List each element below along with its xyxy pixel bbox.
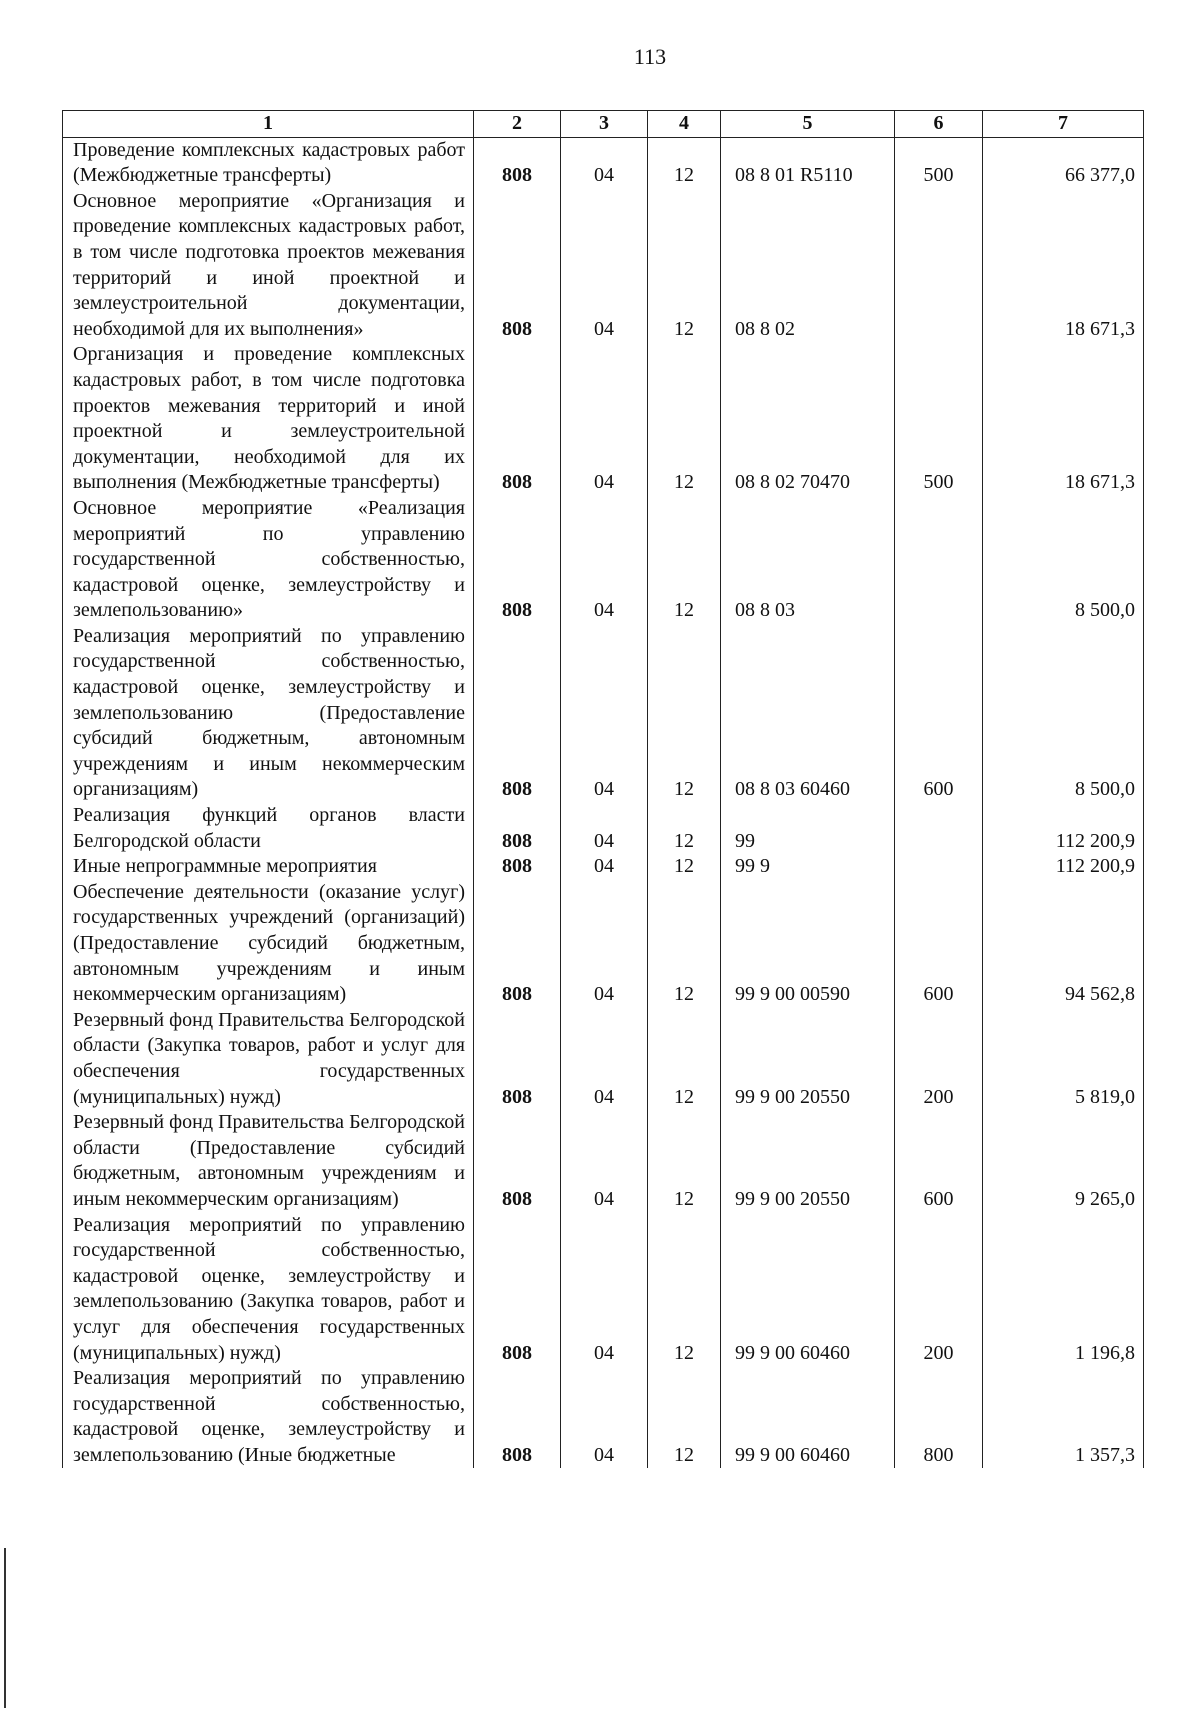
row-description: Основное мероприятие «Реализация мероприятий по управлению государственной собственностью, кадастровой оценке, землеустройству и землепользованию» — [63, 496, 474, 624]
row-expense-type: 200 — [895, 1008, 983, 1110]
row-description: Обеспечение деятельности (оказание услуг) государственных учреждений (организаций) (Предоставление субсидий бюджетным, автономным учреждениям и иным некоммерческим организациям) — [63, 880, 474, 1008]
row-subsection: 12 — [648, 1213, 721, 1367]
row-description: Реализация мероприятий по управлению государственной собственностью, кадастровой оценке, землеустройству и землепользованию (Закупка товаров, работ и услуг для обеспечения государственных (муниципальных) нужд) — [63, 1213, 474, 1367]
table-row — [63, 342, 1144, 496]
row-subsection: 12 — [648, 496, 721, 624]
row-ministry: 808 — [474, 137, 561, 189]
row-subsection: 12 — [648, 624, 721, 803]
header-row — [63, 111, 1144, 138]
table-row — [63, 854, 1144, 880]
header-col-4: 4 — [648, 111, 721, 138]
row-expense-type — [895, 854, 983, 880]
table-row — [63, 137, 1144, 189]
row-section: 04 — [561, 137, 648, 189]
row-subsection: 12 — [648, 1366, 721, 1468]
row-section: 04 — [561, 342, 648, 496]
row-amount: 18 671,3 — [983, 189, 1144, 343]
row-description: Реализация мероприятий по управлению государственной собственностью, кадастровой оценке, землеустройству и землепользованию (Иные бюджетные — [63, 1366, 474, 1468]
budget-table — [62, 110, 1144, 1468]
row-ministry: 808 — [474, 1366, 561, 1468]
row-ministry: 808 — [474, 1213, 561, 1367]
row-amount: 1 357,3 — [983, 1366, 1144, 1468]
budget-table-container — [62, 110, 1143, 1468]
row-expense-type — [895, 803, 983, 854]
row-target-article: 99 9 00 60460 — [721, 1366, 895, 1468]
row-description: Организация и проведение комплексных кадастровых работ, в том числе подготовка проектов межевания территорий и иной проектной и землеустроительной документации, необходимой для их выполнения (Межбюджетные трансферты) — [63, 342, 474, 496]
row-description: Резервный фонд Правительства Белгородской области (Закупка товаров, работ и услуг для обеспечения государственных (муниципальных) нужд) — [63, 1008, 474, 1110]
row-ministry: 808 — [474, 1110, 561, 1212]
header-col-6: 6 — [895, 111, 983, 138]
row-subsection: 12 — [648, 342, 721, 496]
row-section: 04 — [561, 1110, 648, 1212]
row-expense-type: 500 — [895, 137, 983, 189]
row-ministry: 808 — [474, 803, 561, 854]
margin-line — [4, 1548, 6, 1708]
row-description: Реализация функций органов власти Белгородской области — [63, 803, 474, 854]
row-section: 04 — [561, 496, 648, 624]
row-amount: 112 200,9 — [983, 803, 1144, 854]
row-amount: 18 671,3 — [983, 342, 1144, 496]
row-subsection: 12 — [648, 1110, 721, 1212]
table-row — [63, 496, 1144, 624]
row-target-article: 99 9 00 60460 — [721, 1213, 895, 1367]
row-ministry: 808 — [474, 496, 561, 624]
row-section: 04 — [561, 1366, 648, 1468]
row-subsection: 12 — [648, 880, 721, 1008]
row-ministry: 808 — [474, 342, 561, 496]
table-row — [63, 1366, 1144, 1468]
row-amount: 5 819,0 — [983, 1008, 1144, 1110]
row-amount: 8 500,0 — [983, 496, 1144, 624]
row-ministry: 808 — [474, 624, 561, 803]
row-ministry: 808 — [474, 1008, 561, 1110]
row-ministry: 808 — [474, 189, 561, 343]
row-expense-type: 600 — [895, 1110, 983, 1212]
row-section: 04 — [561, 189, 648, 343]
row-description: Основное мероприятие «Организация и проведение комплексных кадастровых работ, в том числе подготовка проектов межевания территорий и иной проектной и землеустроительной документации, необходимой для их выполнения» — [63, 189, 474, 343]
header-col-1: 1 — [63, 111, 474, 138]
row-subsection: 12 — [648, 137, 721, 189]
page-number: 113 — [633, 44, 667, 69]
row-amount: 9 265,0 — [983, 1110, 1144, 1212]
table-row — [63, 1110, 1144, 1212]
row-target-article: 99 9 00 00590 — [721, 880, 895, 1008]
table-body — [63, 137, 1144, 1468]
row-expense-type — [895, 496, 983, 624]
row-section: 04 — [561, 803, 648, 854]
row-ministry: 808 — [474, 854, 561, 880]
table-header — [63, 111, 1144, 138]
row-ministry: 808 — [474, 880, 561, 1008]
row-description: Иные непрограммные мероприятия — [63, 854, 474, 880]
row-target-article: 08 8 03 — [721, 496, 895, 624]
row-target-article: 08 8 02 — [721, 189, 895, 343]
row-amount: 66 377,0 — [983, 137, 1144, 189]
row-section: 04 — [561, 1008, 648, 1110]
header-col-3: 3 — [561, 111, 648, 138]
row-expense-type: 200 — [895, 1213, 983, 1367]
row-section: 04 — [561, 880, 648, 1008]
row-target-article: 99 9 00 20550 — [721, 1110, 895, 1212]
row-expense-type — [895, 189, 983, 343]
row-subsection: 12 — [648, 803, 721, 854]
row-description: Проведение комплексных кадастровых работ (Межбюджетные трансферты) — [63, 137, 474, 189]
row-expense-type: 600 — [895, 880, 983, 1008]
table-row — [63, 803, 1144, 854]
row-subsection: 12 — [648, 1008, 721, 1110]
row-amount: 112 200,9 — [983, 854, 1144, 880]
row-amount: 94 562,8 — [983, 880, 1144, 1008]
table-row — [63, 624, 1144, 803]
row-section: 04 — [561, 1213, 648, 1367]
row-subsection: 12 — [648, 854, 721, 880]
table-row — [63, 189, 1144, 343]
row-target-article: 08 8 01 R5110 — [721, 137, 895, 189]
row-target-article: 99 — [721, 803, 895, 854]
row-expense-type: 500 — [895, 342, 983, 496]
row-target-article: 99 9 00 20550 — [721, 1008, 895, 1110]
header-col-7: 7 — [983, 111, 1144, 138]
row-section: 04 — [561, 854, 648, 880]
row-subsection: 12 — [648, 189, 721, 343]
row-target-article: 99 9 — [721, 854, 895, 880]
header-col-5: 5 — [721, 111, 895, 138]
row-amount: 8 500,0 — [983, 624, 1144, 803]
row-description: Реализация мероприятий по управлению государственной собственностью, кадастровой оценке, землеустройству и землепользованию (Предоставление субсидий бюджетным, автономным учреждениям и иным некоммерческим организациям) — [63, 624, 474, 803]
row-expense-type: 800 — [895, 1366, 983, 1468]
table-row — [63, 1008, 1144, 1110]
header-col-2: 2 — [474, 111, 561, 138]
row-amount: 1 196,8 — [983, 1213, 1144, 1367]
row-target-article: 08 8 03 60460 — [721, 624, 895, 803]
table-row — [63, 880, 1144, 1008]
row-description: Резервный фонд Правительства Белгородской области (Предоставление субсидий бюджетным, автономным учреждениям и иным некоммерческим организациям) — [63, 1110, 474, 1212]
row-section: 04 — [561, 624, 648, 803]
row-target-article: 08 8 02 70470 — [721, 342, 895, 496]
row-expense-type: 600 — [895, 624, 983, 803]
table-row — [63, 1213, 1144, 1367]
